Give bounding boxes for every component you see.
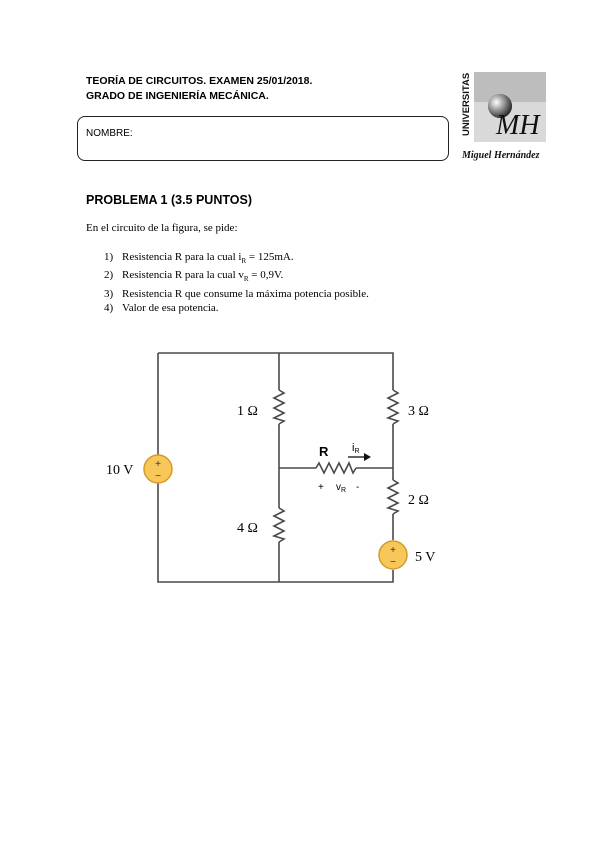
voltage-source-5v (379, 541, 407, 569)
label-5v: 5 V (415, 550, 436, 565)
university-logo (460, 70, 550, 162)
label-r: R (319, 444, 329, 459)
degree-title: GRADO DE INGENIERÍA MECÁNICA. (86, 90, 269, 102)
label-1ohm: 1 Ω (237, 404, 258, 419)
resistor-3ohm (388, 390, 398, 424)
problem-intro: En el circuito de la figura, se pide: (86, 222, 238, 234)
label-current: iR (352, 442, 360, 455)
label-v-plus: + (318, 482, 324, 493)
circuit-wires (158, 353, 393, 582)
list-item: 2) Resistencia R para la cual $v_R = 0,9V$. (104, 269, 284, 284)
resistor-2ohm (388, 480, 398, 514)
problem-title: PROBLEMA 1 (3.5 PUNTOS) (86, 193, 252, 207)
resistor-1ohm (274, 390, 284, 424)
exam-header (86, 74, 312, 104)
label-10v: 10 V (106, 463, 134, 478)
list-item: 1) Resistencia R para la cual $i_R = 125mA$. (104, 251, 294, 266)
label-voltage: $v_R$ (336, 482, 347, 494)
voltage-source-10v (144, 455, 172, 483)
list-item: 3) Resistencia R que consume la máxima potencia posible. (104, 287, 369, 300)
label-3ohm: 3 Ω (408, 404, 429, 419)
circuit-diagram (90, 340, 450, 590)
logo-caption: Miguel Hernández (462, 150, 540, 161)
svg-text:−: − (390, 557, 396, 568)
label-v-minus: - (356, 482, 360, 493)
resistor-4ohm (274, 508, 284, 542)
label-4ohm: 4 Ω (237, 521, 258, 536)
exam-title: TEORÍA DE CIRCUITOS. EXAMEN 25/01/2018. (86, 75, 313, 87)
name-field[interactable] (77, 116, 449, 161)
resistor-r (316, 463, 356, 473)
svg-text:−: − (155, 471, 161, 482)
logo-monogram: MH (496, 110, 540, 141)
question-list (104, 250, 369, 316)
svg-text:+: + (390, 545, 396, 556)
logo-vertical-text: UNIVERSITAS (461, 72, 472, 136)
name-label: NOMBRE: (86, 128, 133, 139)
svg-text:+: + (155, 459, 161, 470)
list-item: 4) Valor de esa potencia. (104, 302, 219, 315)
label-2ohm: 2 Ω (408, 493, 429, 508)
